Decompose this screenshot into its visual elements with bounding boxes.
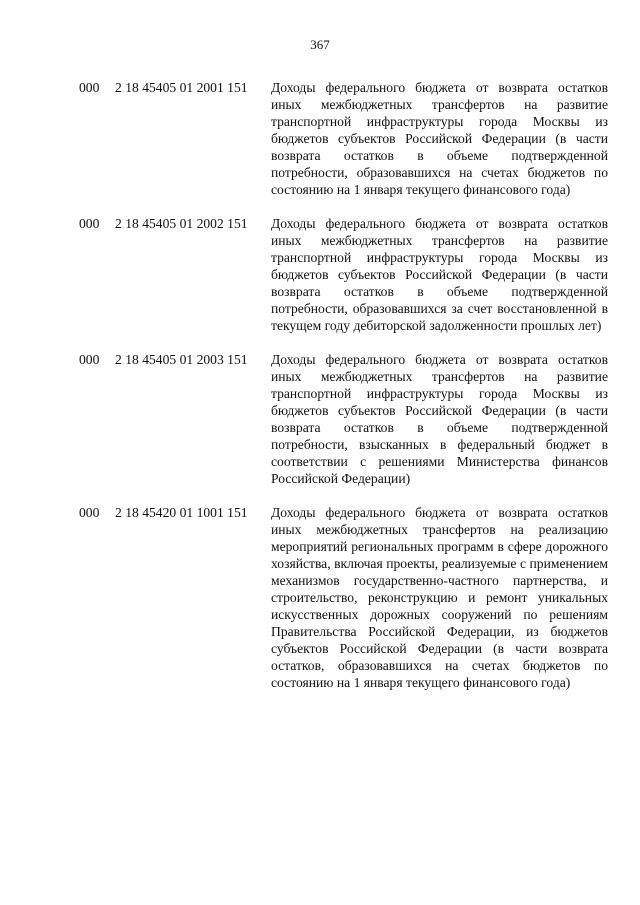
admin-code: 000 — [79, 80, 100, 95]
admin-code: 000 — [79, 216, 100, 231]
income-description: Доходы федерального бюджета от возврата остатков иных межбюджетных трансфертов на развитие транспортной инфраструктуры города Москвы из бюджетов субъектов Российской Федерации (в части возврата остатков в объеме подтвержденной потребности, образовавшихся на счетах бюджетов по состоянию на 1 января текущего финансового года) — [271, 80, 608, 197]
budget-classification-code: 2 18 45405 01 2002 151 — [115, 216, 248, 231]
list-item — [0, 504, 640, 691]
page-number: 367 — [310, 37, 330, 52]
income-description: Доходы федерального бюджета от возврата остатков иных межбюджетных трансфертов на реализацию мероприятий региональных программ в сфере дорожного хозяйства, включая проекты, реализуемые с применением механизмов государственно-частного партнерства, и строительство, реконструкцию и ремонт уникальных искусственных дорожных сооружений по решениям Правительства Российской Федерации, из бюджетов субъектов Российской Федерации (в части возврата остатков, образовавшихся на счетах бюджетов по состоянию на 1 января текущего финансового года) — [271, 505, 608, 690]
revenue-codes-list — [0, 79, 640, 708]
budget-classification-code: 2 18 45420 01 1001 151 — [115, 505, 248, 520]
list-item — [0, 215, 640, 334]
budget-classification-code: 2 18 45405 01 2003 151 — [115, 352, 248, 367]
budget-classification-code: 2 18 45405 01 2001 151 — [115, 80, 248, 95]
list-item — [0, 351, 640, 487]
admin-code: 000 — [79, 505, 100, 520]
income-description: Доходы федерального бюджета от возврата остатков иных межбюджетных трансфертов на развитие транспортной инфраструктуры города Москвы из бюджетов субъектов Российской Федерации (в части возврата остатков в объеме подтвержденной потребности, взысканных в федеральный бюджет в соответствии с решениями Министерства финансов Российской Федерации) — [271, 352, 608, 486]
admin-code: 000 — [79, 352, 100, 367]
income-description: Доходы федерального бюджета от возврата остатков иных межбюджетных трансфертов на развитие транспортной инфраструктуры города Москвы из бюджетов субъектов Российской Федерации (в части возврата остатков в объеме подтвержденной потребности, образовавшихся за счет восстановленной в текущем году дебиторской задолженности прошлых лет) — [271, 216, 608, 333]
list-item — [0, 79, 640, 198]
